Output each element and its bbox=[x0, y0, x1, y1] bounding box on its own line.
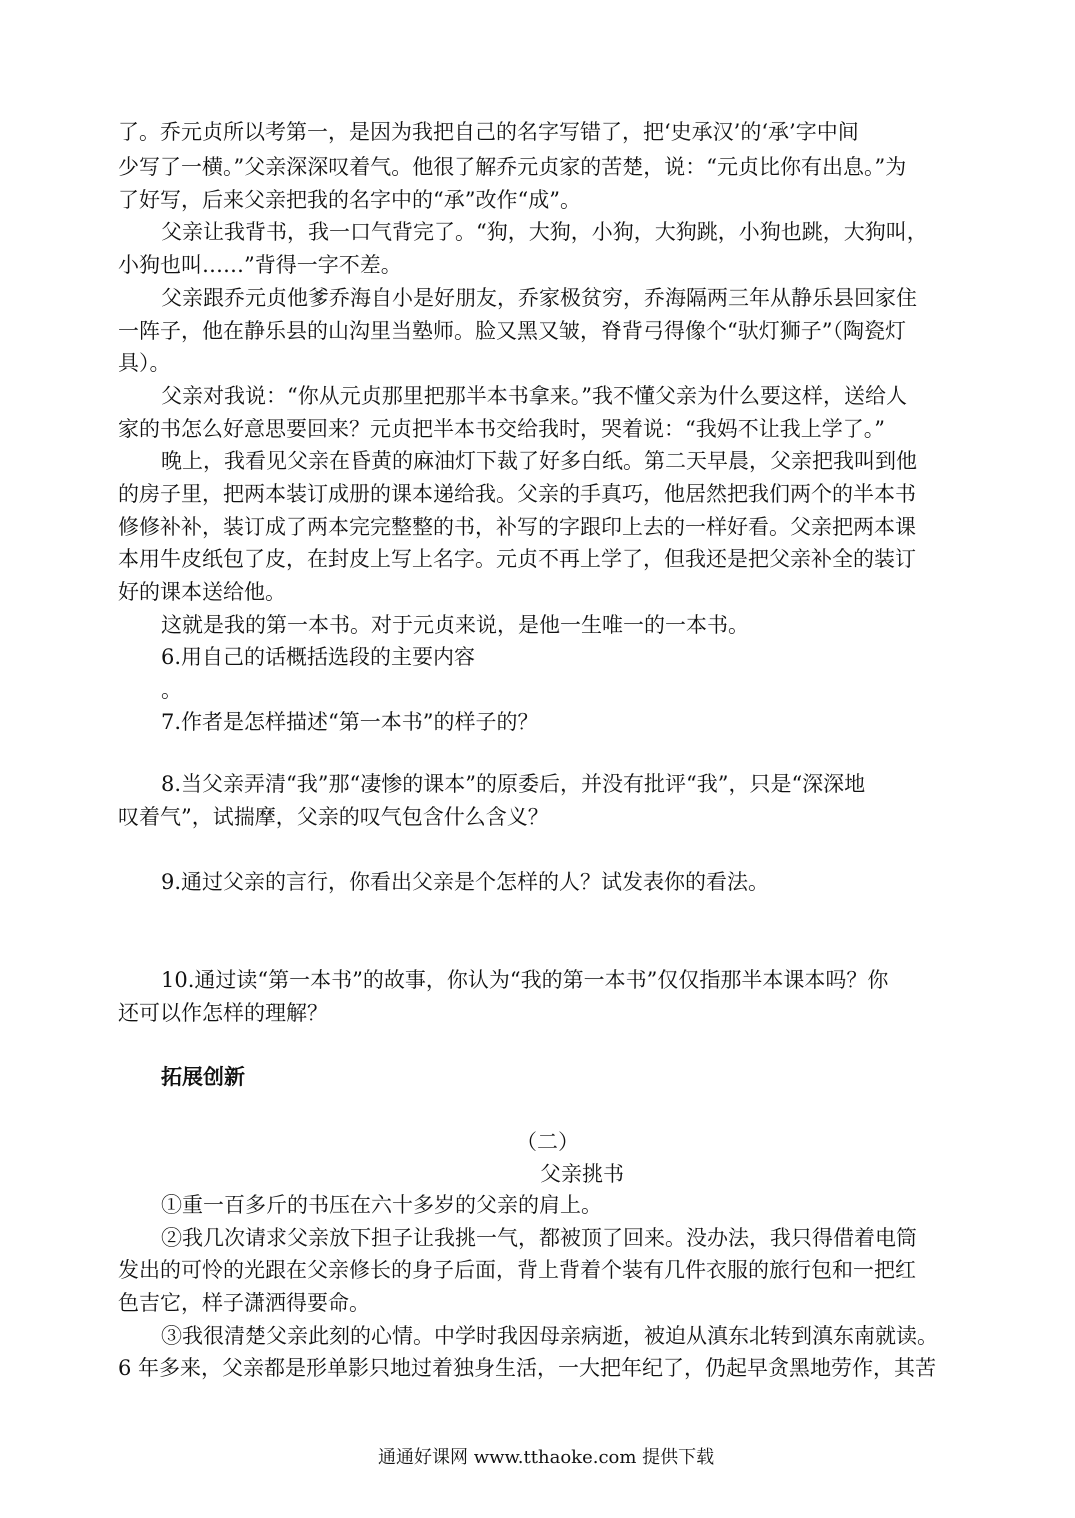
question-9: 9.通过父亲的言行，你看出父亲是个怎样的人？试发表你的看法。 bbox=[161, 870, 770, 894]
text-line: 父亲让我背书，我一口气背完了。“狗，大狗，小狗，大狗跳，小狗也跳，大狗叫， bbox=[161, 220, 928, 244]
text-line: 本用牛皮纸包了皮，在封皮上写上名字。元贞不再上学了，但我还是把父亲补全的装订 bbox=[118, 547, 916, 571]
text-line: 的房子里，把两本装订成册的课本递给我。父亲的手真巧，他居然把我们两个的半本书 bbox=[118, 482, 916, 506]
text-line: 。 bbox=[161, 678, 182, 702]
question-8: 8.当父亲弄清“我”那“凄惨的课本”的原委后，并没有批评“我”，只是“深深地 bbox=[161, 772, 866, 796]
text-line: 色吉它，样子潇洒得要命。 bbox=[118, 1291, 370, 1315]
text-line: 晚上，我看见父亲在昏黄的麻油灯下裁了好多白纸。第二天早晨，父亲把我叫到他 bbox=[161, 449, 917, 473]
page-footer: 通通好课网 www.tthaoke.com 提供下载 bbox=[378, 1447, 715, 1468]
section-heading: 拓展创新 bbox=[161, 1064, 245, 1089]
question-10: 10.通过读“第一本书”的故事，你认为“我的第一本书”仅仅指那半本课本吗？你 bbox=[161, 968, 889, 992]
text-line: 6 年多来，父亲都是形单影只地过着独身生活，一大把年纪了，仍起早贪黑地劳作，其苦 bbox=[118, 1356, 937, 1380]
text-line: ③我很清楚父亲此刻的心情。中学时我因母亲病逝，被迫从滇东北转到滇东南就读。 bbox=[161, 1324, 938, 1348]
text-line: 好的课本送给他。 bbox=[118, 580, 286, 604]
question-7: 7.作者是怎样描述“第一本书”的样子的？ bbox=[161, 710, 539, 734]
text-line: 修修补补，装订成了两本完完整整的书，补写的字跟印上去的一样好看。父亲把两本课 bbox=[118, 515, 916, 539]
text-line: 父亲跟乔元贞他爹乔海自小是好朋友，乔家极贫穷，乔海隔两三年从静乐县回家住 bbox=[161, 286, 917, 310]
text-line: 叹着气”，试揣摩，父亲的叹气包含什么含义？ bbox=[118, 805, 549, 829]
text-line: 具）。 bbox=[118, 351, 171, 375]
text-line: 发出的可怜的光跟在父亲修长的身子后面，背上背着个装有几件衣服的旅行包和一把红 bbox=[118, 1258, 916, 1282]
text-line: ①重一百多斤的书压在六十多岁的父亲的肩上。 bbox=[161, 1193, 602, 1217]
text-line: 一阵子，他在静乐县的山沟里当塾师。脸又黑又皱，脊背弓得像个“驮灯狮子”（陶瓷灯 bbox=[118, 319, 906, 343]
text-line: 还可以作怎样的理解？ bbox=[118, 1001, 328, 1025]
passage-title: 父亲挑书 bbox=[540, 1162, 624, 1186]
text-line: 了好写，后来父亲把我的名字中的“承”改作“成”。 bbox=[118, 188, 581, 212]
text-line: 家的书怎么好意思要回来？元贞把半本书交给我时，哭着说：“我妈不让我上学了。” bbox=[118, 417, 885, 441]
text-line: 了。乔元贞所以考第一，是因为我把自己的名字写错了，把‘史承汉’的‘承’字中间 bbox=[118, 120, 859, 144]
question-6: 6.用自己的话概括选段的主要内容 bbox=[161, 645, 476, 669]
text-line: 父亲对我说：“你从元贞那里把那半本书拿来。”我不懂父亲为什么要这样，送给人 bbox=[161, 384, 907, 408]
text-line: 少写了一横。”父亲深深叹着气。他很了解乔元贞家的苦楚，说：“元贞比你有出息。”为 bbox=[118, 155, 907, 179]
text-line: 小狗也叫……”背得一字不差。 bbox=[118, 253, 402, 277]
text-line: 这就是我的第一本书。对于元贞来说，是他一生唯一的一本书。 bbox=[161, 613, 749, 637]
text-line: ②我几次请求父亲放下担子让我挑一气，都被顶了回来。没办法，我只得借着电筒 bbox=[161, 1226, 917, 1250]
passage-number: （二） bbox=[516, 1130, 579, 1154]
